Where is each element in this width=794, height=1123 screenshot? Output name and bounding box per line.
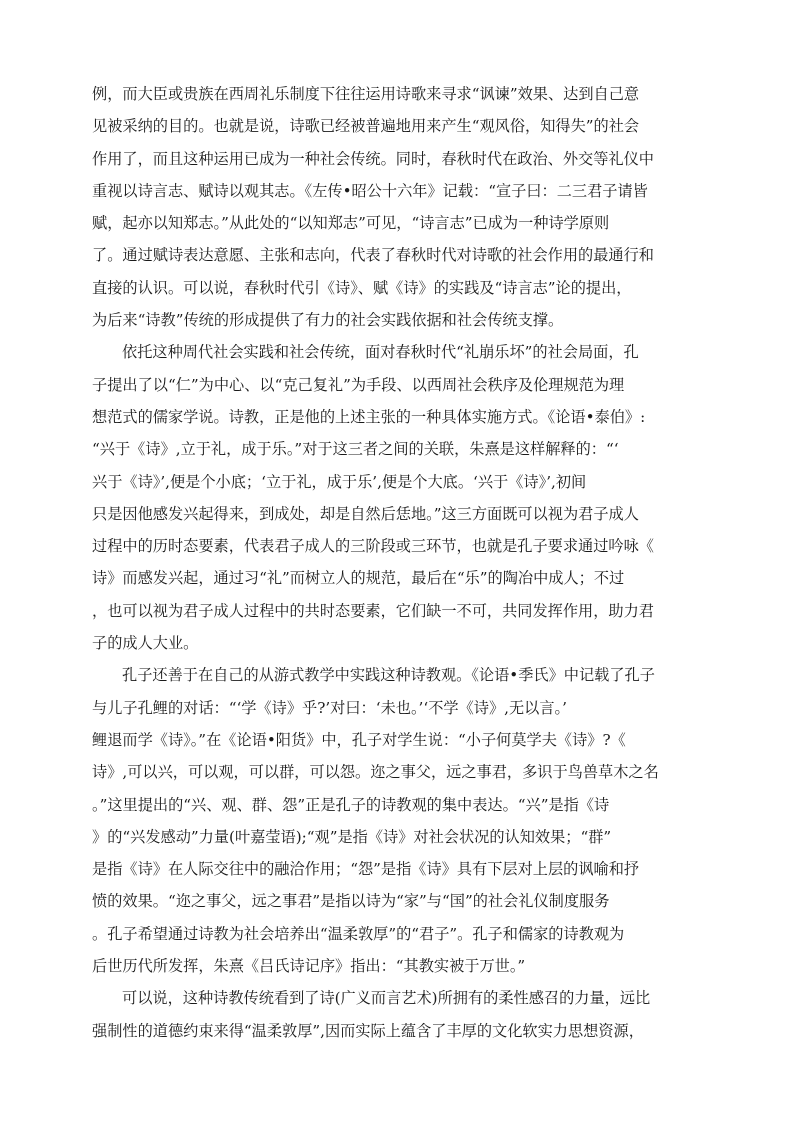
text-line: 。孔子希望通过诗教为社会培养出“温柔敦厚”的“君子”。孔子和儒家的诗教观为 [92, 924, 625, 943]
text-line: 后世历代所发挥，朱熹《吕氏诗记序》指出：“其教实被于万世。” [92, 957, 526, 976]
text-line: 孔子还善于在自己的从游式教学中实践这种诗教观。《论语•季氏》中记载了孔子 [122, 666, 655, 685]
text-line: 》的“兴发感动”力量(叶嘉莹语);“观”是指《诗》对社会状况的认知效果；“群” [92, 827, 612, 846]
text-line: 直接的认识。可以说，春秋时代引《诗》、赋《诗》的实践及“诗言志”论的提出， [92, 278, 632, 297]
text-line: 重视以诗言志、赋诗以观其志。《左传•昭公十六年》记载：“宣子曰：二三君子请皆 [92, 181, 648, 200]
text-line: 与儿子孔鲤的对话：“‘学《诗》乎?’对曰：‘未也。’‘不学《诗》,无以言。’ [92, 698, 567, 717]
text-line: 了。通过赋诗表达意愿、主张和志向，代表了春秋时代对诗歌的社会作用的最通行和 [92, 246, 654, 265]
paragraph [92, 336, 700, 659]
text-line: 只是因他感发兴起得来，到成处，却是自然后恁地。”这三方面既可以视为君子成人 [92, 504, 639, 523]
text-line: 见被采纳的目的。也就是说，诗歌已经被普遍地用来产生“观风俗，知得失”的社会 [92, 117, 640, 136]
text-line: 兴于《诗》’,便是个小底；‘立于礼，成于乐’,便是个大底。‘兴于《诗》’,初间 [92, 472, 587, 491]
text-line: 可以说，这种诗教传统看到了诗(广义而言艺术)所拥有的柔性感召的力量，远比 [122, 989, 651, 1008]
text-line: 诗》,可以兴，可以观，可以群，可以怨。迩之事父，远之事君，多识于鸟兽草木之名 [92, 763, 659, 782]
text-line: ，也可以视为君子成人过程中的共时态要素，它们缺一不可，共同发挥作用，助力君 [92, 601, 654, 620]
text-line: 子的成人大业。 [92, 634, 199, 653]
text-line: 为后来“诗教”传统的形成提供了有力的社会实践依据和社会传统支撑。 [92, 311, 564, 330]
text-line: 子提出了以“仁”为中心、以“克己复礼”为手段、以西周社会秩序及伦理规范为理 [92, 375, 625, 394]
paragraph [92, 982, 700, 1047]
paragraph [92, 78, 700, 336]
text-line: 过程中的历时态要素，代表君子成人的三阶段或三环节，也就是孔子要求通过吟咏《 [92, 537, 654, 556]
text-line: 强制性的道德约束来得“温柔敦厚”,因而实际上蕴含了丰厚的文化软实力思想资源， [92, 1021, 644, 1040]
text-line: 愤的效果。“迩之事父，远之事君”是指以诗为“家”与“国”的社会礼仪制度服务 [92, 892, 610, 911]
text-line: “兴于《诗》,立于礼，成于乐。”对于这三者之间的关联，朱熹是这样解释的：“‘ [92, 440, 619, 459]
text-line: 想范式的儒家学说。诗教，正是他的上述主张的一种具体实施方式。《论语•泰伯》: [92, 407, 646, 426]
text-line: 是指《诗》在人际交往中的融洽作用；“怨”是指《诗》具有下层对上层的讽喻和抒 [92, 860, 640, 879]
document-body [92, 78, 700, 1047]
text-line: 例，而大臣或贵族在西周礼乐制度下往往运用诗歌来寻求“讽谏”效果、达到自己意 [92, 85, 640, 103]
text-line: 作用了，而且这种运用已成为一种社会传统。同时，春秋时代在政治、外交等礼仪中 [92, 149, 654, 168]
text-line: 依托这种周代社会实践和社会传统，面对春秋时代“礼崩乐坏”的社会局面，孔 [122, 343, 639, 362]
text-line: 赋，起亦以知郑志。”从此处的“以知郑志”可见，“诗言志”已成为一种诗学原则 [92, 214, 610, 233]
text-line: 诗》而感发兴起，通过习“礼”而树立人的规范，最后在“乐”的陶冶中成人；不过 [92, 569, 625, 588]
text-line: 。”这里提出的“兴、观、群、怨”正是孔子的诗教观的集中表达。“兴”是指《诗 [92, 795, 610, 814]
text-line: 鲤退而学《诗》。”在《论语•阳货》中，孔子对学生说：“小子何莫学夫《诗》?《 [92, 730, 626, 749]
paragraph [92, 659, 700, 982]
